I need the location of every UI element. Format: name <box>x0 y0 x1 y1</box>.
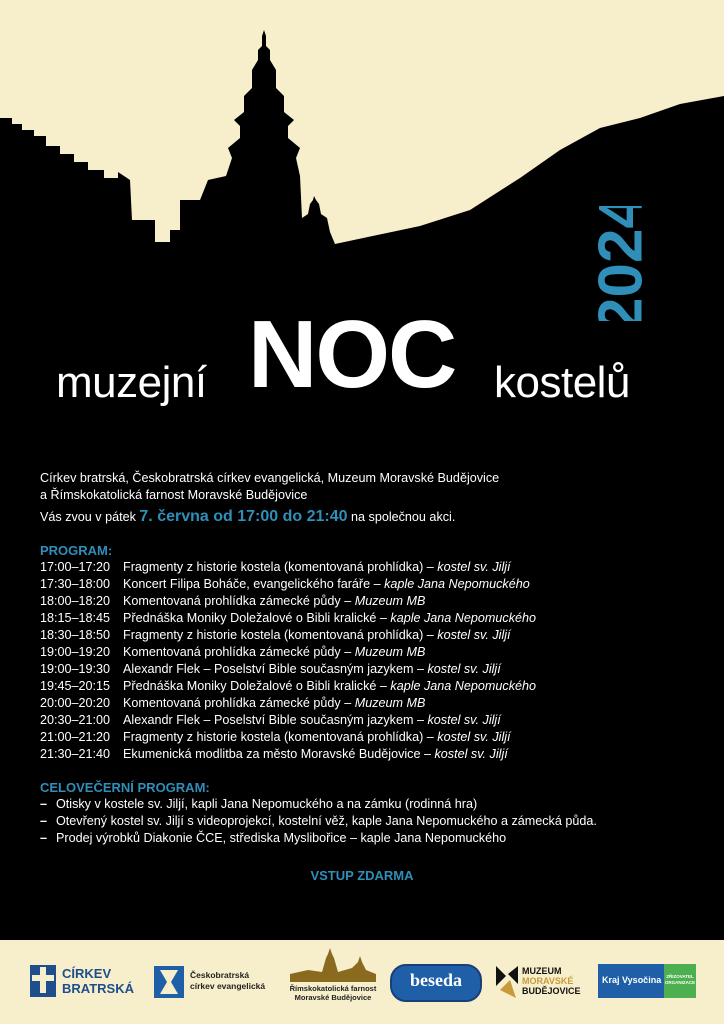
title-center: NOC <box>248 301 456 408</box>
allday-item <box>40 830 690 847</box>
cb-line1: CÍRKEV <box>62 966 112 981</box>
dash: – <box>40 797 48 811</box>
muzeum-logo <box>496 962 596 1002</box>
allday-list <box>40 796 690 847</box>
program-list <box>40 559 690 763</box>
program-text: Alexandr Flek – Poselství Bible současným jazykem – <box>123 713 428 727</box>
program-row <box>40 661 690 678</box>
partner-logos <box>0 940 724 1024</box>
dash: – <box>40 814 48 828</box>
museum-mark-icon <box>496 966 518 998</box>
chalice-icon <box>154 966 184 998</box>
rkf-line2: Moravské Budějovice <box>294 993 372 1002</box>
program-row <box>40 576 690 593</box>
beseda-logo <box>390 964 478 1000</box>
muzeum-line2: MORAVSKÉ <box>522 976 574 986</box>
muzeum-line1: MUZEUM <box>522 966 562 976</box>
cce-logo <box>154 962 274 1002</box>
program-row <box>40 695 690 712</box>
program-location: Muzeum MB <box>354 594 426 608</box>
organizers-line-2: a Římskokatolická farnost Moravské Budějovice <box>40 488 308 502</box>
program-location: kostel sv. Jiljí <box>434 747 508 761</box>
kraj-tag2: ORGANIZACE <box>664 980 696 985</box>
program-text: Komentovaná prohlídka zámecké půdy – <box>123 594 355 608</box>
program-time: 19:45–20:15 <box>40 679 111 693</box>
program-text: Přednáška Moniky Doležalové o Bibli kralické – <box>123 611 391 625</box>
muzeum-line3: BUDĚJOVICE <box>522 986 581 996</box>
program-location: kostel sv. Jiljí <box>427 713 501 727</box>
church-icon <box>288 948 378 982</box>
allday-item <box>40 813 690 830</box>
program-row <box>40 678 690 695</box>
program-text: Alexandr Flek – Poselství Bible současným jazykem – <box>123 662 428 676</box>
program-location: Muzeum MB <box>354 696 426 710</box>
allday-text: Prodej výrobků Diakonie ČCE, střediska Myslibořice – kaple Jana Nepomuckého <box>56 831 507 845</box>
organizers-line-1: Církev bratrská, Českobratrská církev evangelická, Muzeum Moravské Budějovice <box>40 471 500 485</box>
title-left: muzejní <box>56 358 207 407</box>
rkf-line1: Římskokatolická farnost <box>289 984 377 993</box>
year-text: 2024 <box>590 206 656 321</box>
program-location: kaple Jana Nepomuckého <box>390 611 537 625</box>
program-location: kaple Jana Nepomuckého <box>384 577 530 591</box>
program-time: 17:00–17:20 <box>40 560 111 574</box>
program-time: 19:00–19:20 <box>40 645 111 659</box>
program-location: kostel sv. Jiljí <box>437 560 511 574</box>
program-time: 18:15–18:45 <box>40 611 111 625</box>
program-location: Muzeum MB <box>354 645 426 659</box>
program-time: 20:30–21:00 <box>40 713 111 727</box>
kraj-tag1: ZŘIZOVATEL <box>666 974 694 979</box>
invite-after: na společnou akci. <box>347 510 456 524</box>
cb-line2: BRATRSKÁ <box>62 981 134 996</box>
program-row <box>40 712 690 729</box>
program-time: 17:30–18:00 <box>40 577 111 591</box>
program-row <box>40 746 690 763</box>
program-time: 21:30–21:40 <box>40 747 111 761</box>
program-text: Ekumenická modlitba za město Moravské Budějovice – <box>123 747 435 761</box>
program-row <box>40 593 690 610</box>
program-row <box>40 644 690 661</box>
cce-line2: církev evangelická <box>190 981 266 991</box>
program-time: 21:00–21:20 <box>40 730 111 744</box>
program-location: kostel sv. Jiljí <box>437 730 511 744</box>
program-location: kostel sv. Jiljí <box>427 662 501 676</box>
program-time: 18:00–18:20 <box>40 594 111 608</box>
allday-text: Otevřený kostel sv. Jiljí s videoprojekcí, kostelní věž, kaple Jana Nepomuckého a zámecká půda. <box>56 814 597 828</box>
program-time: 19:00–19:30 <box>40 662 111 676</box>
program-row <box>40 610 690 627</box>
invite-before: Vás zvou v pátek <box>40 510 140 524</box>
program-row <box>40 729 690 746</box>
program-text: Komentovaná prohlídka zámecké půdy – <box>123 645 355 659</box>
program-text: Fragmenty z historie kostela (komentovaná prohlídka) – <box>123 730 438 744</box>
program-row <box>40 559 690 576</box>
program-location: kaple Jana Nepomuckého <box>390 679 537 693</box>
event-title <box>0 300 724 420</box>
program-text: Fragmenty z historie kostela (komentovaná prohlídka) – <box>123 628 438 642</box>
free-entry: VSTUP ZDARMA <box>310 868 414 883</box>
rkf-logo <box>288 948 378 1004</box>
program-location: kostel sv. Jiljí <box>437 628 511 642</box>
cross-shield-icon <box>30 965 56 999</box>
program-text: Přednáška Moniky Doležalové o Bibli kralické – <box>123 679 391 693</box>
kraj-name: Kraj Vysočina <box>602 975 662 985</box>
program-text: Komentovaná prohlídka zámecké půdy – <box>123 696 355 710</box>
cb-logo <box>30 962 140 1002</box>
program-time: 20:00–20:20 <box>40 696 111 710</box>
program-text: Fragmenty z historie kostela (komentovaná prohlídka) – <box>123 560 438 574</box>
beseda-text: beseda <box>409 970 462 990</box>
program-heading: PROGRAM: <box>40 543 113 558</box>
allday-heading: CELOVEČERNÍ PROGRAM: <box>40 780 210 795</box>
dash: – <box>40 831 48 845</box>
cce-line1: Českobratrská <box>190 970 250 980</box>
invite-date: 7. června od 17:00 do 21:40 <box>139 508 348 525</box>
allday-item <box>40 796 690 813</box>
kraj-logo <box>598 964 698 1000</box>
allday-text: Otisky v kostele sv. Jiljí, kapli Jana Nepomuckého a na zámku (rodinná hra) <box>56 797 478 811</box>
invitation <box>40 508 690 526</box>
program-text: Koncert Filipa Boháče, evangelického faráře – <box>123 577 385 591</box>
program-row <box>40 627 690 644</box>
program-time: 18:30–18:50 <box>40 628 111 642</box>
program-content <box>40 470 690 884</box>
title-right: kostelů <box>494 358 630 407</box>
